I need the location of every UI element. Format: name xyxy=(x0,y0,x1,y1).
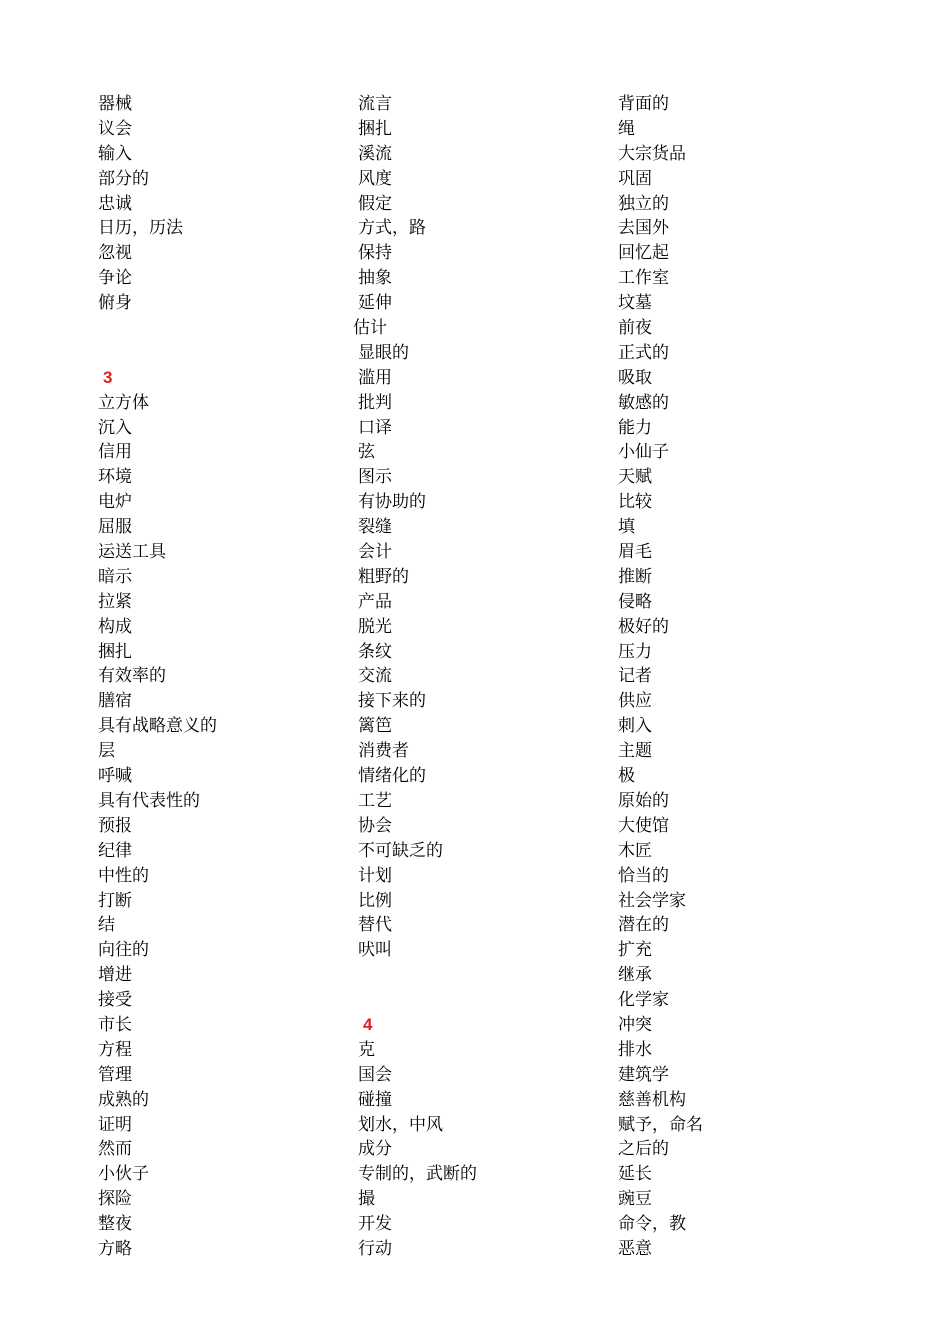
word-entry: 部分的 xyxy=(98,168,149,189)
word-entry: 消费者 xyxy=(358,741,409,762)
word-entry: 行动 xyxy=(358,1238,392,1259)
word-entry: 化学家 xyxy=(618,990,669,1011)
word-entry: 溪流 xyxy=(358,143,392,164)
word-entry: 敏感的 xyxy=(618,392,669,413)
word-entry: 天赋 xyxy=(618,467,652,488)
word-entry: 极 xyxy=(618,766,635,787)
word-column-3 xyxy=(618,92,703,1262)
word-entry: 冲突 xyxy=(618,1014,652,1035)
word-entry: 绳 xyxy=(618,118,635,139)
word-entry: 延长 xyxy=(618,1164,652,1185)
word-entry: 运送工具 xyxy=(98,542,166,563)
word-entry: 器械 xyxy=(98,94,132,114)
word-entry: 巩固 xyxy=(618,168,652,189)
blank-line xyxy=(98,341,217,366)
word-entry: 能力 xyxy=(618,417,652,438)
word-entry: 条纹 xyxy=(358,641,392,662)
word-entry: 之后的 xyxy=(618,1139,669,1160)
word-entry: 管理 xyxy=(98,1064,132,1085)
word-entry: 抽象 xyxy=(358,268,392,289)
word-entry: 社会学家 xyxy=(618,890,686,911)
word-entry: 填 xyxy=(618,517,635,538)
word-entry: 粗野的 xyxy=(358,566,409,587)
word-entry: 交流 xyxy=(358,666,392,687)
word-entry: 产品 xyxy=(358,591,392,612)
word-entry: 延伸 xyxy=(358,293,392,314)
word-entry: 图示 xyxy=(358,467,392,488)
word-entry: 小伙子 xyxy=(98,1164,149,1185)
word-entry: 暗示 xyxy=(98,566,132,587)
word-entry: 刺入 xyxy=(618,716,652,737)
word-entry: 潜在的 xyxy=(618,915,669,936)
word-entry: 具有战略意义的 xyxy=(98,716,217,737)
word-entry: 工艺 xyxy=(358,790,392,811)
word-entry: 整夜 xyxy=(98,1214,132,1235)
word-entry: 有效率的 xyxy=(98,666,166,687)
word-entry: 比例 xyxy=(358,890,392,911)
word-entry: 压力 xyxy=(618,641,652,662)
word-entry: 俯身 xyxy=(98,293,132,314)
word-entry: 方式，路 xyxy=(358,218,426,239)
word-entry: 会计 xyxy=(358,542,392,563)
word-entry: 命令，教 xyxy=(618,1214,686,1235)
word-entry: 专制的，武断的 xyxy=(358,1164,477,1185)
word-entry: 国会 xyxy=(358,1064,392,1085)
word-entry: 豌豆 xyxy=(618,1189,652,1210)
word-entry: 证明 xyxy=(98,1114,132,1135)
word-entry: 替代 xyxy=(358,915,392,936)
word-entry: 大使馆 xyxy=(618,815,669,836)
word-entry: 保持 xyxy=(358,243,392,264)
word-entry: 计划 xyxy=(358,865,392,886)
word-entry: 显眼的 xyxy=(358,342,409,363)
word-entry: 碰撞 xyxy=(358,1089,392,1110)
word-entry: 比较 xyxy=(618,492,652,513)
word-entry: 木匠 xyxy=(618,840,652,861)
word-entry: 环境 xyxy=(98,467,132,488)
word-entry: 情绪化的 xyxy=(358,766,426,787)
word-entry: 沉入 xyxy=(98,417,132,438)
word-entry: 吠叫 xyxy=(358,940,392,961)
word-entry: 纪律 xyxy=(98,840,132,861)
word-entry: 风度 xyxy=(358,168,392,189)
word-entry: 议会 xyxy=(98,118,132,139)
word-entry: 增进 xyxy=(98,965,132,986)
word-entry: 忠诚 xyxy=(98,193,132,214)
word-entry: 不可缺乏的 xyxy=(358,840,443,861)
word-entry: 大宗货品 xyxy=(618,143,686,164)
word-entry: 恶意 xyxy=(618,1238,652,1259)
word-entry: 建筑学 xyxy=(618,1064,669,1085)
word-entry: 克 xyxy=(358,1039,375,1060)
word-entry: 极好的 xyxy=(618,616,669,637)
word-entry: 然而 xyxy=(98,1139,132,1160)
word-entry: 去国外 xyxy=(618,218,669,239)
word-entry: 批判 xyxy=(358,392,392,413)
word-entry: 工作室 xyxy=(618,268,669,289)
word-entry: 忽视 xyxy=(98,243,132,264)
section-number: 3 xyxy=(103,367,113,387)
word-entry: 开发 xyxy=(358,1214,392,1235)
word-entry: 日历，历法 xyxy=(98,218,183,239)
word-entry: 有协助的 xyxy=(358,492,426,513)
word-entry: 裂缝 xyxy=(358,517,392,538)
word-entry: 具有代表性的 xyxy=(98,790,200,811)
word-entry: 篱笆 xyxy=(358,716,392,737)
word-column-1 xyxy=(98,92,217,1262)
word-entry: 侵略 xyxy=(618,591,652,612)
word-entry: 赋予，命名 xyxy=(618,1114,703,1135)
word-entry: 正式的 xyxy=(618,342,669,363)
word-entry: 继承 xyxy=(618,965,652,986)
word-entry: 估计 xyxy=(353,318,387,339)
word-entry: 拉紧 xyxy=(98,591,132,612)
word-entry: 流言 xyxy=(358,94,392,114)
word-entry: 争论 xyxy=(98,268,132,289)
word-entry: 恰当的 xyxy=(618,865,669,886)
word-entry: 口译 xyxy=(358,417,392,438)
word-entry: 捆扎 xyxy=(98,641,132,662)
word-entry: 前夜 xyxy=(618,318,652,339)
word-entry: 弦 xyxy=(358,442,375,463)
word-entry: 呼喊 xyxy=(98,766,132,787)
word-entry: 眉毛 xyxy=(618,542,652,563)
word-entry: 供应 xyxy=(618,691,652,712)
blank-line xyxy=(358,988,477,1013)
word-entry: 膳宿 xyxy=(98,691,132,712)
word-entry: 协会 xyxy=(358,815,392,836)
word-entry: 屈服 xyxy=(98,517,132,538)
word-entry: 层 xyxy=(98,741,115,762)
word-entry: 坟墓 xyxy=(618,293,652,314)
section-number: 4 xyxy=(363,1014,373,1034)
word-entry: 立方体 xyxy=(98,392,149,413)
word-entry: 结 xyxy=(98,915,115,936)
blank-line xyxy=(358,963,477,988)
word-entry: 划水，中风 xyxy=(358,1114,443,1135)
word-entry: 中性的 xyxy=(98,865,149,886)
word-entry: 输入 xyxy=(98,143,132,164)
word-entry: 滥用 xyxy=(358,367,392,388)
word-entry: 捆扎 xyxy=(358,118,392,139)
word-entry: 背面的 xyxy=(618,94,669,114)
word-entry: 方程 xyxy=(98,1039,132,1060)
word-entry: 成分 xyxy=(358,1139,392,1160)
blank-line xyxy=(98,316,217,341)
word-entry: 记者 xyxy=(618,666,652,687)
word-entry: 接受 xyxy=(98,990,132,1011)
word-entry: 市长 xyxy=(98,1014,132,1035)
word-entry: 方略 xyxy=(98,1238,132,1259)
word-entry: 构成 xyxy=(98,616,132,637)
word-entry: 脱光 xyxy=(358,616,392,637)
word-entry: 打断 xyxy=(98,890,132,911)
word-entry: 独立的 xyxy=(618,193,669,214)
word-entry: 撮 xyxy=(358,1189,375,1210)
word-entry: 原始的 xyxy=(618,790,669,811)
word-entry: 回忆起 xyxy=(618,243,669,264)
word-entry: 信用 xyxy=(98,442,132,463)
word-column-2 xyxy=(353,92,477,1262)
word-entry: 假定 xyxy=(358,193,392,214)
word-entry: 成熟的 xyxy=(98,1089,149,1110)
word-entry: 吸取 xyxy=(618,367,652,388)
word-entry: 接下来的 xyxy=(358,691,426,712)
word-entry: 慈善机构 xyxy=(618,1089,686,1110)
word-entry: 探险 xyxy=(98,1189,132,1210)
word-entry: 扩充 xyxy=(618,940,652,961)
word-entry: 主题 xyxy=(618,741,652,762)
word-entry: 推断 xyxy=(618,566,652,587)
word-entry: 电炉 xyxy=(98,492,132,513)
word-entry: 排水 xyxy=(618,1039,652,1060)
word-entry: 预报 xyxy=(98,815,132,836)
word-entry: 向往的 xyxy=(98,940,149,961)
word-entry: 小仙子 xyxy=(618,442,669,463)
